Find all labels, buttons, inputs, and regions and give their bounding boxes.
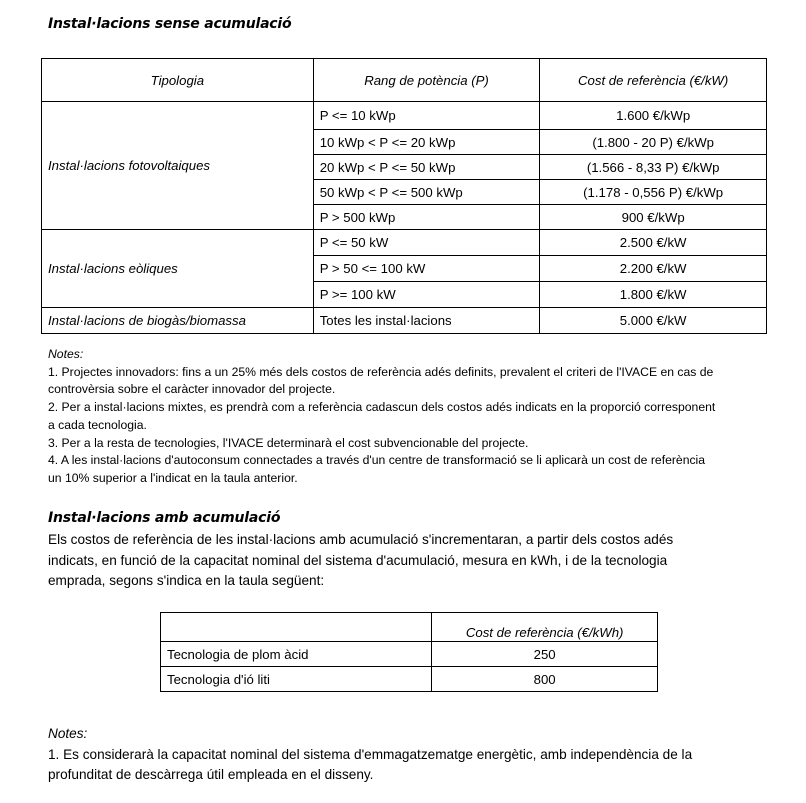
intro-line: emprada, segons s'indica en la taula següent:	[48, 573, 325, 588]
intro-line: indicats, en funció de la capacitat nominal del sistema d'acumulació, mesura en kWh, i de la tecnologia	[48, 552, 668, 568]
power-range-cell: Totes les instal·lacions	[313, 308, 540, 334]
technology-name: Tecnologia de plom àcid	[161, 642, 432, 667]
note-line: 1. Es considerarà la capacitat nominal del sistema d'emmagatzematge energètic, amb independència de la	[48, 746, 693, 762]
note-line: 3. Per a la resta de tecnologies, l'IVACE determinarà el cost subvencionable del projecte.	[48, 435, 529, 450]
header-typology: Tipologia	[42, 59, 314, 102]
cost-cell: 1.600 €/kWp	[540, 102, 767, 130]
notes-title: Notes:	[48, 347, 84, 361]
technology-cost: 250	[432, 642, 658, 667]
power-range-cell: P > 500 kWp	[313, 205, 540, 230]
table-row	[161, 667, 658, 692]
intro-line: Els costos de referència de les instal·lacions amb acumulació s'incrementaran, a partir dels costos adés	[48, 532, 674, 547]
note-line: a cada tecnologia.	[48, 417, 147, 432]
power-range-cell: 50 kWp < P <= 500 kWp	[313, 180, 540, 205]
power-range-cell: P > 50 <= 100 kW	[313, 256, 540, 282]
section-title-with-storage: Instal·lacions amb acumulació	[48, 510, 281, 526]
notes-section-1	[48, 346, 768, 488]
note-line: 2. Per a instal·lacions mixtes, es prendrà com a referència cadascun dels costos adés indicats en la proporció corresponent	[48, 400, 716, 415]
cost-cell: 5.000 €/kW	[540, 308, 767, 334]
header-power-range: Rang de potència (P)	[313, 59, 540, 102]
cost-cell: (1.566 - 8,33 P) €/kWp	[540, 155, 767, 180]
table-row	[42, 230, 767, 256]
table-row	[42, 102, 767, 130]
notes-title: Notes:	[48, 726, 88, 741]
note-line: profunditat de descàrrega útil empleada en el disseny.	[48, 767, 374, 782]
cost-cell: 2.500 €/kW	[540, 230, 767, 256]
typology-wind: Instal·lacions eòliques	[42, 230, 314, 308]
power-range-cell: P <= 50 kW	[313, 230, 540, 256]
header-reference-cost: Cost de referència (€/kW)	[540, 59, 767, 102]
power-range-cell: P <= 10 kWp	[313, 102, 540, 130]
table-header-row	[42, 59, 767, 102]
technology-name: Tecnologia d'ió liti	[161, 667, 432, 692]
power-range-cell: 20 kWp < P <= 50 kWp	[313, 155, 540, 180]
cost-cell: 900 €/kWp	[540, 205, 767, 230]
typology-biogas-biomass: Instal·lacions de biogàs/biomassa	[42, 308, 314, 334]
cost-cell: 1.800 €/kW	[540, 282, 767, 308]
power-range-cell: 10 kWp < P <= 20 kWp	[313, 130, 540, 155]
notes-section-2	[48, 724, 768, 786]
note-line: 1. Projectes innovadors: fins a un 25% més dels costos de referència adés definits, prevalent el criteri de l'IVACE en cas de	[48, 364, 714, 379]
table-row	[42, 308, 767, 334]
cost-cell: (1.178 - 0,556 P) €/kWp	[540, 180, 767, 205]
note-line: 4. A les instal·lacions d'autoconsum connectades a través d'un centre de transformació se li aplicarà un cost de referència	[48, 453, 706, 468]
storage-cost-table	[160, 612, 658, 692]
cost-cell: 2.200 €/kW	[540, 256, 767, 282]
header-empty	[161, 613, 432, 642]
reference-cost-table	[41, 58, 767, 334]
table-row	[161, 642, 658, 667]
storage-intro-paragraph	[48, 530, 748, 592]
section-title-without-storage: Instal·lacions sense acumulació	[48, 16, 292, 32]
note-line: controvèrsia sobre el caràcter innovador del projecte.	[48, 382, 336, 397]
power-range-cell: P >= 100 kW	[313, 282, 540, 308]
technology-cost: 800	[432, 667, 658, 692]
note-line: un 10% superior a l'indicat en la taula anterior.	[48, 470, 298, 485]
header-reference-cost-kwh: Cost de referència (€/kWh)	[432, 613, 658, 642]
cost-cell: (1.800 - 20 P) €/kWp	[540, 130, 767, 155]
table-header-row	[161, 613, 658, 642]
typology-photovoltaic: Instal·lacions fotovoltaiques	[42, 102, 314, 230]
